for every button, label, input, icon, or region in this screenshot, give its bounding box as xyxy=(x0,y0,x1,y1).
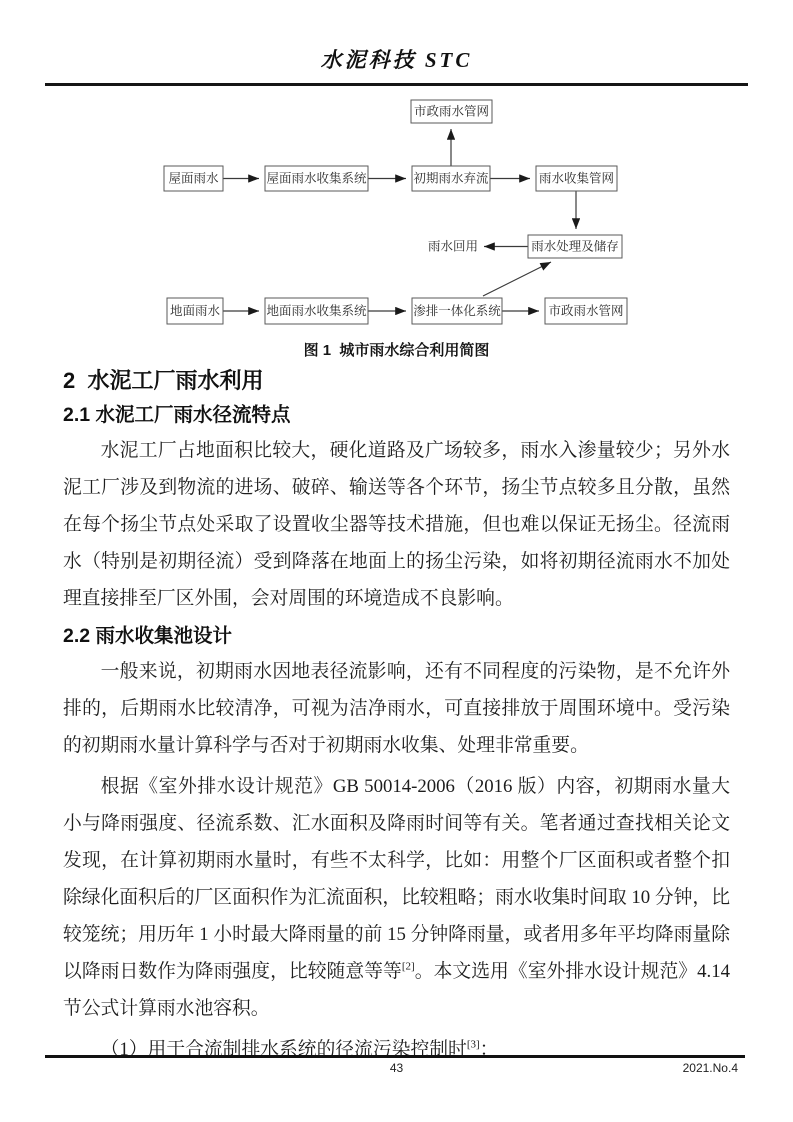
flow-node-municipal-network-bottom xyxy=(545,298,627,324)
paragraph-text: 。本文选用《室外排水设计规范》4.14 节公式计算雨水池容积。 xyxy=(63,961,731,1019)
flow-node-rain-collection-network xyxy=(536,166,617,191)
flow-node-label: 市政雨水管网 xyxy=(548,304,624,318)
flow-node-label: 屋面雨水 xyxy=(168,171,219,186)
section-heading-2-2: 2.2 雨水收集池设计 xyxy=(63,625,233,647)
flow-node-ground-collection-system xyxy=(265,298,368,324)
flow-node-ground-rainwater xyxy=(167,298,223,324)
figure-flowchart xyxy=(63,98,730,360)
paragraph-text: 根据《室外排水设计规范》GB 50014-2006（2016 版）内容，初期雨水量大小与降雨强度、径流系数、汇水面积及降雨时间等有关。笔者通过查找相关论文发现，在计算初期雨水量时，有些不太科学，比如：用整个厂区面积或者整个扣除绿化面积后的厂区面积作为汇流面积，比较粗略；雨水收集时间取 10 分钟，比较笼统；用历年 1 小时最大降雨量的前 15 分钟降雨量，或者用多年平均降雨量除以降雨日数作为降雨强度，比较随意等等 xyxy=(63,776,730,982)
flow-node-label: 初期雨水弃流 xyxy=(413,171,489,186)
flow-node-label: 屋面雨水收集系统 xyxy=(266,171,367,186)
figure-caption: 图 1 城市雨水综合利用简图 xyxy=(303,342,490,359)
flow-node-roof-collection-system xyxy=(265,166,368,191)
flowchart-canvas xyxy=(63,98,730,336)
flow-node-label: 地面雨水收集系统 xyxy=(266,304,367,318)
flow-node-label: 地面雨水 xyxy=(169,304,221,318)
paragraph-design-standard xyxy=(63,768,730,1027)
flow-node-label: 雨水处理及储存 xyxy=(531,239,619,254)
flow-node-roof-rainwater xyxy=(164,166,223,191)
flow-node-treatment-storage xyxy=(528,235,622,258)
paragraph-runoff-characteristics: 水泥工厂占地面积比较大，硬化道路及广场较多，雨水入渗量较少；另外水泥工厂涉及到物流的进场、破碎、输送等各个环节，扬尘节点较多且分散，虽然在每个扬尘节点处采取了设置收尘器等技术措施，但也难以保证无扬尘。径流雨水（特别是初期径流）受到降落在地面上的扬尘污染，如将初期径流雨水不加处理直接排至厂区外围，会对周围的环境造成不良影响。 xyxy=(63,440,730,609)
section-heading-2-1: 2.1 水泥工厂雨水径流特点 xyxy=(63,404,291,426)
flow-label-rain-reuse: 雨水回用 xyxy=(427,239,479,254)
citation-ref-2: [2] xyxy=(401,960,415,973)
footer-rule xyxy=(45,1055,745,1058)
section-heading-2: 2 水泥工厂雨水利用 xyxy=(63,368,264,393)
header-rule xyxy=(45,83,748,86)
article-body xyxy=(0,366,793,1068)
paragraph-text: ： xyxy=(479,1039,499,1060)
flow-node-label: 市政雨水管网 xyxy=(413,104,490,119)
issue-label: 2021.No.4 xyxy=(682,1061,738,1075)
flow-node-label: 雨水收集管网 xyxy=(538,171,615,186)
arrow-infiltration-to-treatstore xyxy=(483,262,551,296)
paragraph-text: （1）用于合流制排水系统的径流污染控制时 xyxy=(100,1039,467,1060)
flow-node-initial-rain-discard xyxy=(412,166,490,191)
journal-title: 水泥科技 STC xyxy=(320,48,473,72)
paragraph-initial-rain-pollution: 一般来说，初期雨水因地表径流影响，还有不同程度的污染物，是不允许外排的，后期雨水比较清净，可视为洁净雨水，可直接排放于周围环境中。受污染的初期雨水量计算科学与否对于初期雨水收集、处理非常重要。 xyxy=(63,661,730,756)
citation-ref-3: [3] xyxy=(466,1038,480,1051)
flow-node-municipal-network-top xyxy=(411,100,492,123)
flow-node-label: 渗排一体化系统 xyxy=(413,304,501,318)
flow-node-infiltration-drain-system xyxy=(412,298,502,324)
page-number: 43 xyxy=(389,1061,404,1075)
